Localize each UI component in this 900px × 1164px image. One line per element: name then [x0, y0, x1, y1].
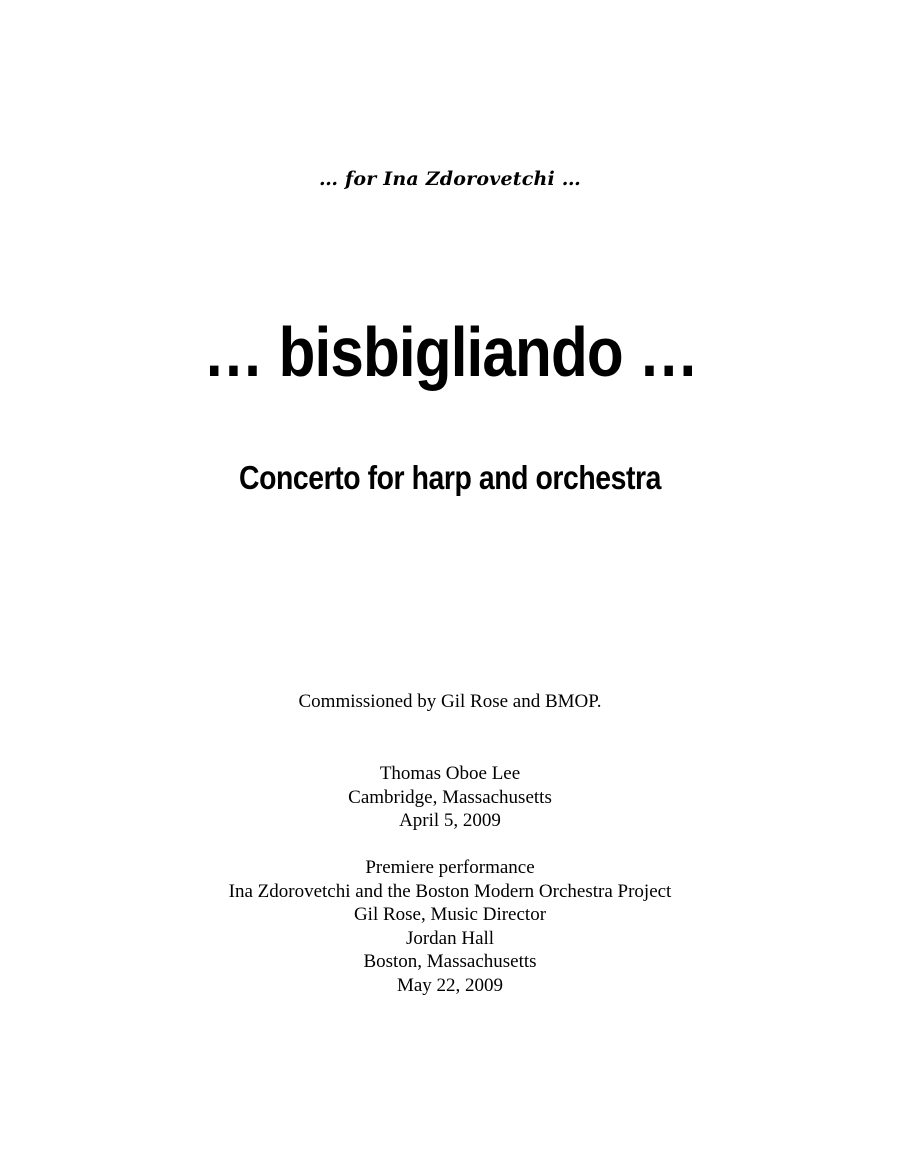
premiere-heading: Premiere performance — [365, 857, 535, 878]
piece-subtitle: Concerto for harp and orchestra — [239, 459, 661, 496]
composer-name: Thomas Oboe Lee — [379, 763, 521, 784]
premiere-director: Gil Rose, Music Director — [353, 904, 547, 925]
premiere-city: Boston, Massachusetts — [363, 951, 537, 972]
premiere-date: May 22, 2009 — [396, 974, 504, 996]
dedication: … for Ina Zdorovetchi … — [319, 168, 581, 190]
piece-title: … bisbigliando … — [203, 313, 698, 391]
commission-text: Commissioned by Gil Rose and BMOP. — [298, 691, 602, 712]
commission-note — [0, 690, 900, 714]
premiere-block — [0, 856, 900, 997]
composer-place: Cambridge, Massachusetts — [348, 786, 552, 808]
premiere-performers: Ina Zdorovetchi and the Boston Modern Orchestra Project — [228, 880, 672, 902]
composer-date: April 5, 2009 — [399, 810, 501, 831]
composer-block — [0, 762, 900, 833]
premiere-venue: Jordan Hall — [405, 927, 495, 949]
